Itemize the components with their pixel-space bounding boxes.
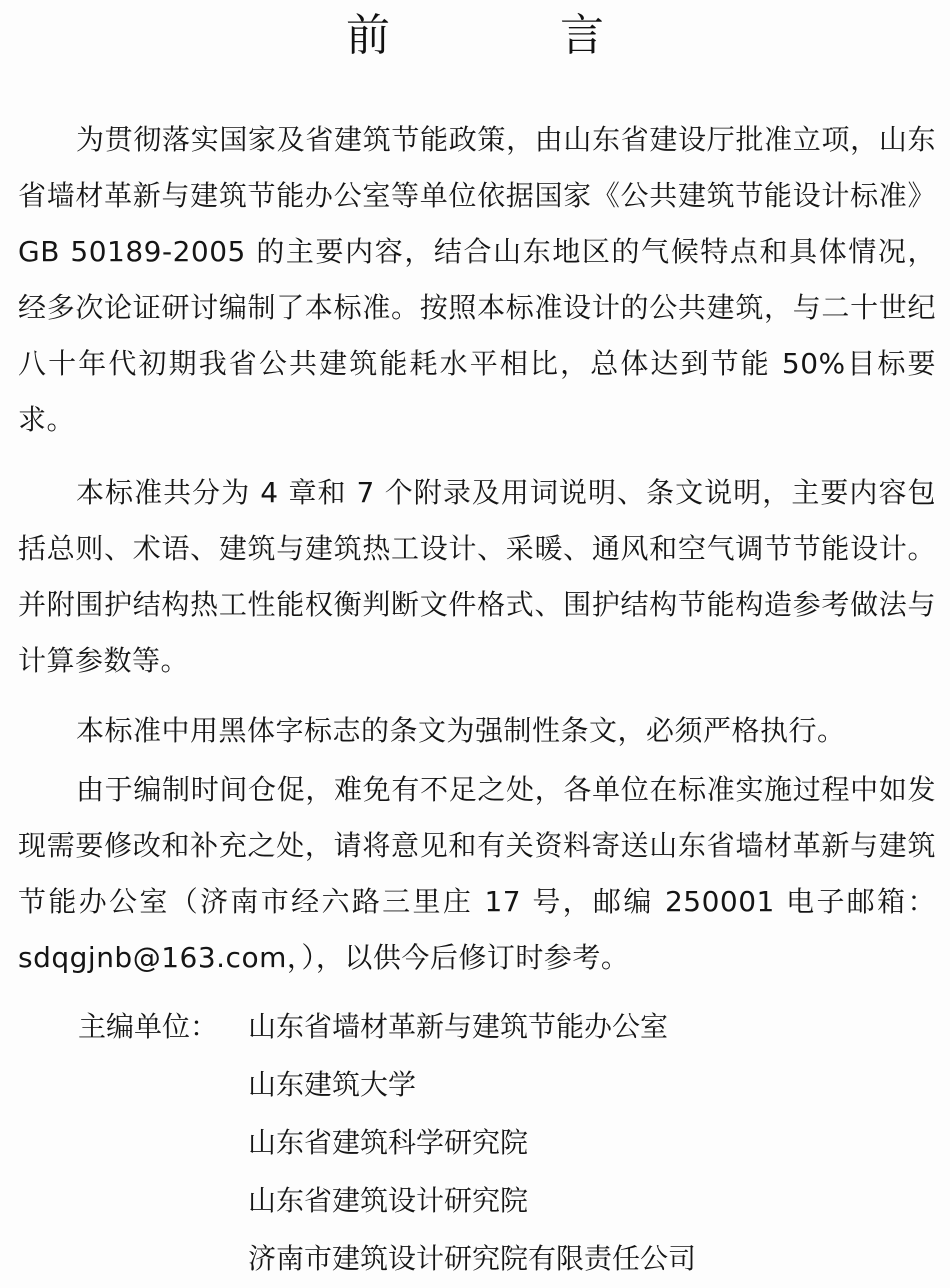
editor-units-list	[248, 998, 808, 1288]
paragraph-contents: 本标准共分为 4 章和 7 个附录及用词说明、条文说明，主要内容包括总则、术语、建筑与建筑热工设计、采暖、通风和空气调节节能设计。并附围护结构热工性能权衡判断文件格式、围护结构节能构造参考做法与计算参数等。	[18, 476, 936, 677]
editor-unit: 山东省建筑科学研究院	[248, 1126, 529, 1159]
editor-unit: 山东建筑大学	[248, 1068, 417, 1101]
page-title: 前 言	[346, 10, 682, 61]
paragraph-feedback: 由于编制时间仓促，难免有不足之处，各单位在标准实施过程中如发现需要修改和补充之处，请将意见和有关资料寄送山东省墙材革新与建筑节能办公室（济南市经六路三里庄 17 号，邮编 250001 电子邮箱：sdqgjnb@163.com，），以供今后修订时参考。	[18, 773, 936, 974]
paragraph-mandatory-clauses: 本标准中用黑体字标志的条文为强制性条文，必须严格执行。	[76, 714, 846, 747]
editor-unit: 山东省墙材革新与建筑节能办公室	[248, 1010, 669, 1043]
editor-unit: 山东省建筑设计研究院	[248, 1184, 529, 1217]
editor-unit: 济南市建筑设计研究院有限责任公司	[248, 1242, 697, 1275]
paragraph-purpose: 为贯彻落实国家及省建筑节能政策，由山东省建设厅批准立项，山东省墙材革新与建筑节能办公室等单位依据国家《公共建筑节能设计标准》GB 50189-2005 的主要内容，结合山东地区的气候特点和具体情况，经多次论证研讨编制了本标准。按照本标准设计的公共建筑，与二十世纪八十年代初期我省公共建筑能耗水平相比，总体达到节能 50%目标要求。	[18, 123, 936, 436]
editor-units-label: 主编单位：	[78, 1010, 219, 1043]
